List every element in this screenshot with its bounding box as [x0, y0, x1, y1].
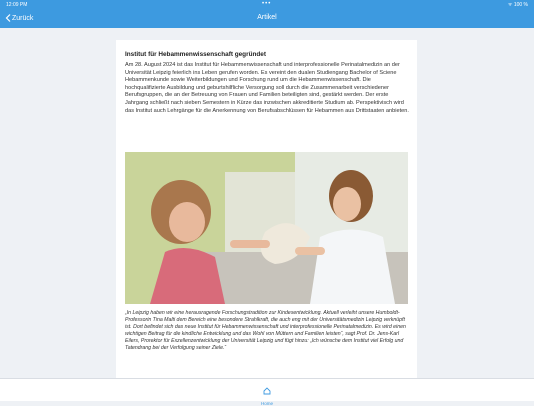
article-photo	[125, 152, 408, 304]
tab-bar	[0, 378, 534, 406]
tab-home-label: Home	[260, 401, 273, 406]
multitask-dots-icon[interactable]: •••	[262, 1, 272, 7]
home-icon	[263, 387, 271, 395]
photo-illustration	[125, 152, 408, 304]
article-body: Am 28. August 2024 ist das Institut für Hebammenwissenschaft und interprofessionelle Perinatalmedizin an der Universität Leipzig feierlich ins Leben gerufen worden. Es vereint den dualen Studiengang Bachelor of Sciene Hebammenkunde sowie Weiterbildungen und Forschung rund um die Hebammenwissenschaft. Die hochqualifizierte Ausbildung und geburtshilfliche Versorgung soll durch die Zusammenarbeit verschiedener Berufsgruppen, die an der Betreuung von Frauen und Familien beteiligten sind, gestärkt werden. Der erste Jahrgang schließt nach sieben Semestern in Kürze das inzwischen akkreditierte Studium ab. Perspektivisch wird das Institut auch Lehrgänge für die Anerkennung von Berufsabschlüssen für Hebammen aus Drittstaaten anbieten.	[125, 62, 409, 114]
back-label: Zurück	[12, 14, 34, 22]
battery-indicator: ᯤ 100 %	[507, 2, 528, 8]
quote-caption: „In Leipzig haben wir eine herausragende Forschungstradition zur Kindesentwicklung. Aktuell verleiht unsere Humboldt-Professorin Tina Malti dem Bereich eine besondere Strahlkraft, die auch eng mit der Universitätsmedizin Leipzig verknüpft ist. Dort befindet sich das neue Institut für Hebammenwissenschaft und interprofessionelle Perinatalmedizin. Es wird einen wichtigen Beitrag für die kindliche Entwicklung und das Wohl von Müttern und Familien leisten“, sagt Prof. Dr. Jens-Karl Eilers, Prorektor für Exzellenzentwicklung der Universität Leipzig und fügt hinzu: „Ich wünsche dem Institut viel Erfolg und Tatendrang bei der Verfolgung seiner Ziele.“	[125, 310, 406, 352]
article-title: Institut für Hebammenwissenschaft gegründet	[125, 51, 266, 58]
navigation-bar	[0, 10, 534, 28]
status-bar	[0, 0, 534, 10]
page-title: Artikel	[257, 14, 277, 21]
status-time: 12:09 PM	[6, 2, 28, 8]
article-card	[116, 40, 417, 378]
tab-home[interactable]	[255, 382, 279, 406]
